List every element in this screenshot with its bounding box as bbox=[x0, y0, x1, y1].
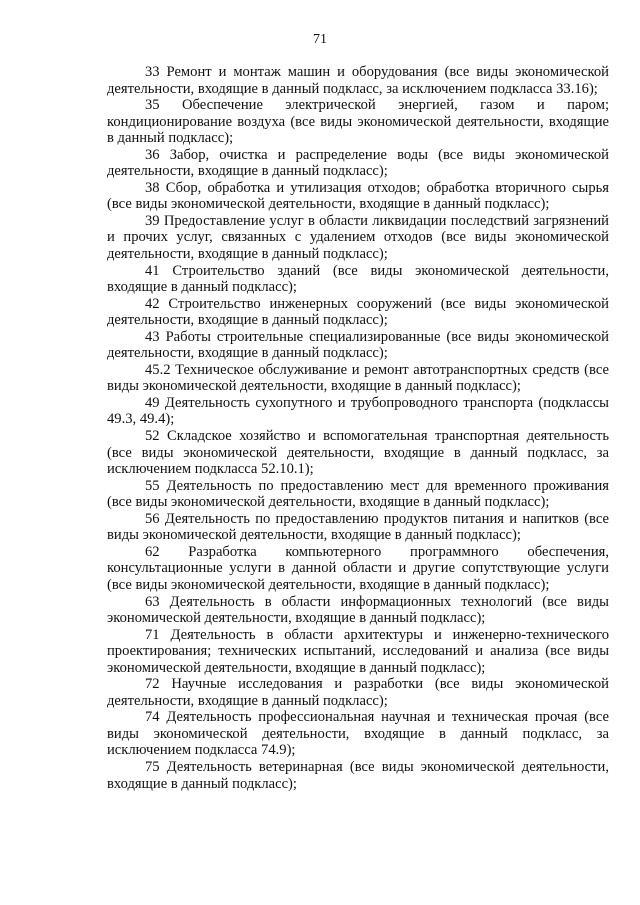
list-item: 74 Деятельность профессиональная научная и техническая прочая (все виды экономической деятельности, входящие в данный подкласс, за исключением подкласса 74.9); bbox=[107, 709, 609, 759]
list-item: 62 Разработка компьютерного программного обеспечения, консультационные услуги в данной области и другие сопутствующие услуги (все виды экономической деятельности, входящие в данный подкласс); bbox=[107, 543, 609, 593]
list-item: 49 Деятельность сухопутного и трубопроводного транспорта (подклассы 49.3, 49.4); bbox=[107, 394, 609, 428]
list-item: 43 Работы строительные специализированные (все виды экономической деятельности, входящие в данный подкласс); bbox=[107, 328, 609, 362]
list-item: 63 Деятельность в области информационных технологий (все виды экономической деятельности, входящие в данный подкласс); bbox=[107, 593, 609, 627]
list-item: 41 Строительство зданий (все виды экономической деятельности, входящие в данный подкласс); bbox=[107, 262, 609, 296]
list-item: 39 Предоставление услуг в области ликвидации последствий загрязнений и прочих услуг, связанных с удалением отходов (все виды экономической деятельности, входящие в данный подкласс); bbox=[107, 212, 609, 263]
list-item: 75 Деятельность ветеринарная (все виды экономической деятельности, входящие в данный подкласс); bbox=[107, 758, 609, 792]
list-item: 71 Деятельность в области архитектуры и инженерно-технического проектирования; технических испытаний, исследований и анализа (все виды экономической деятельности, входящие в данный подкласс); bbox=[107, 626, 609, 676]
list-item: 33 Ремонт и монтаж машин и оборудования (все виды экономической деятельности, входящие в данный подкласс, за исключением подкласса 33.16); bbox=[107, 64, 609, 97]
document-body bbox=[107, 64, 609, 792]
list-item: 35 Обеспечение электрической энергией, газом и паром; кондиционирование воздуха (все виды экономической деятельности, входящие в данный подкласс); bbox=[107, 97, 609, 147]
list-item: 55 Деятельность по предоставлению мест для временного проживания (все виды экономической деятельности, входящие в данный подкласс); bbox=[107, 477, 609, 511]
list-item: 45.2 Техническое обслуживание и ремонт автотранспортных средств (все виды экономической деятельности, входящие в данный подкласс); bbox=[107, 361, 609, 395]
list-item: 36 Забор, очистка и распределение воды (все виды экономической деятельности, входящие в данный подкласс); bbox=[107, 146, 609, 180]
list-item: 56 Деятельность по предоставлению продуктов питания и напитков (все виды экономической деятельности, входящие в данный подкласс); bbox=[107, 510, 609, 544]
list-item: 42 Строительство инженерных сооружений (все виды экономической деятельности, входящие в данный подкласс); bbox=[107, 295, 609, 329]
list-item: 38 Сбор, обработка и утилизация отходов; обработка вторичного сырья (все виды экономической деятельности, входящие в данный подкласс); bbox=[107, 179, 609, 213]
page-number: 71 bbox=[313, 32, 327, 47]
list-item: 52 Складское хозяйство и вспомогательная транспортная деятельность (все виды экономической деятельности, входящие в данный подкласс, за исключением подкласса 52.10.1); bbox=[107, 428, 609, 478]
list-item: 72 Научные исследования и разработки (все виды экономической деятельности, входящие в данный подкласс); bbox=[107, 676, 609, 709]
